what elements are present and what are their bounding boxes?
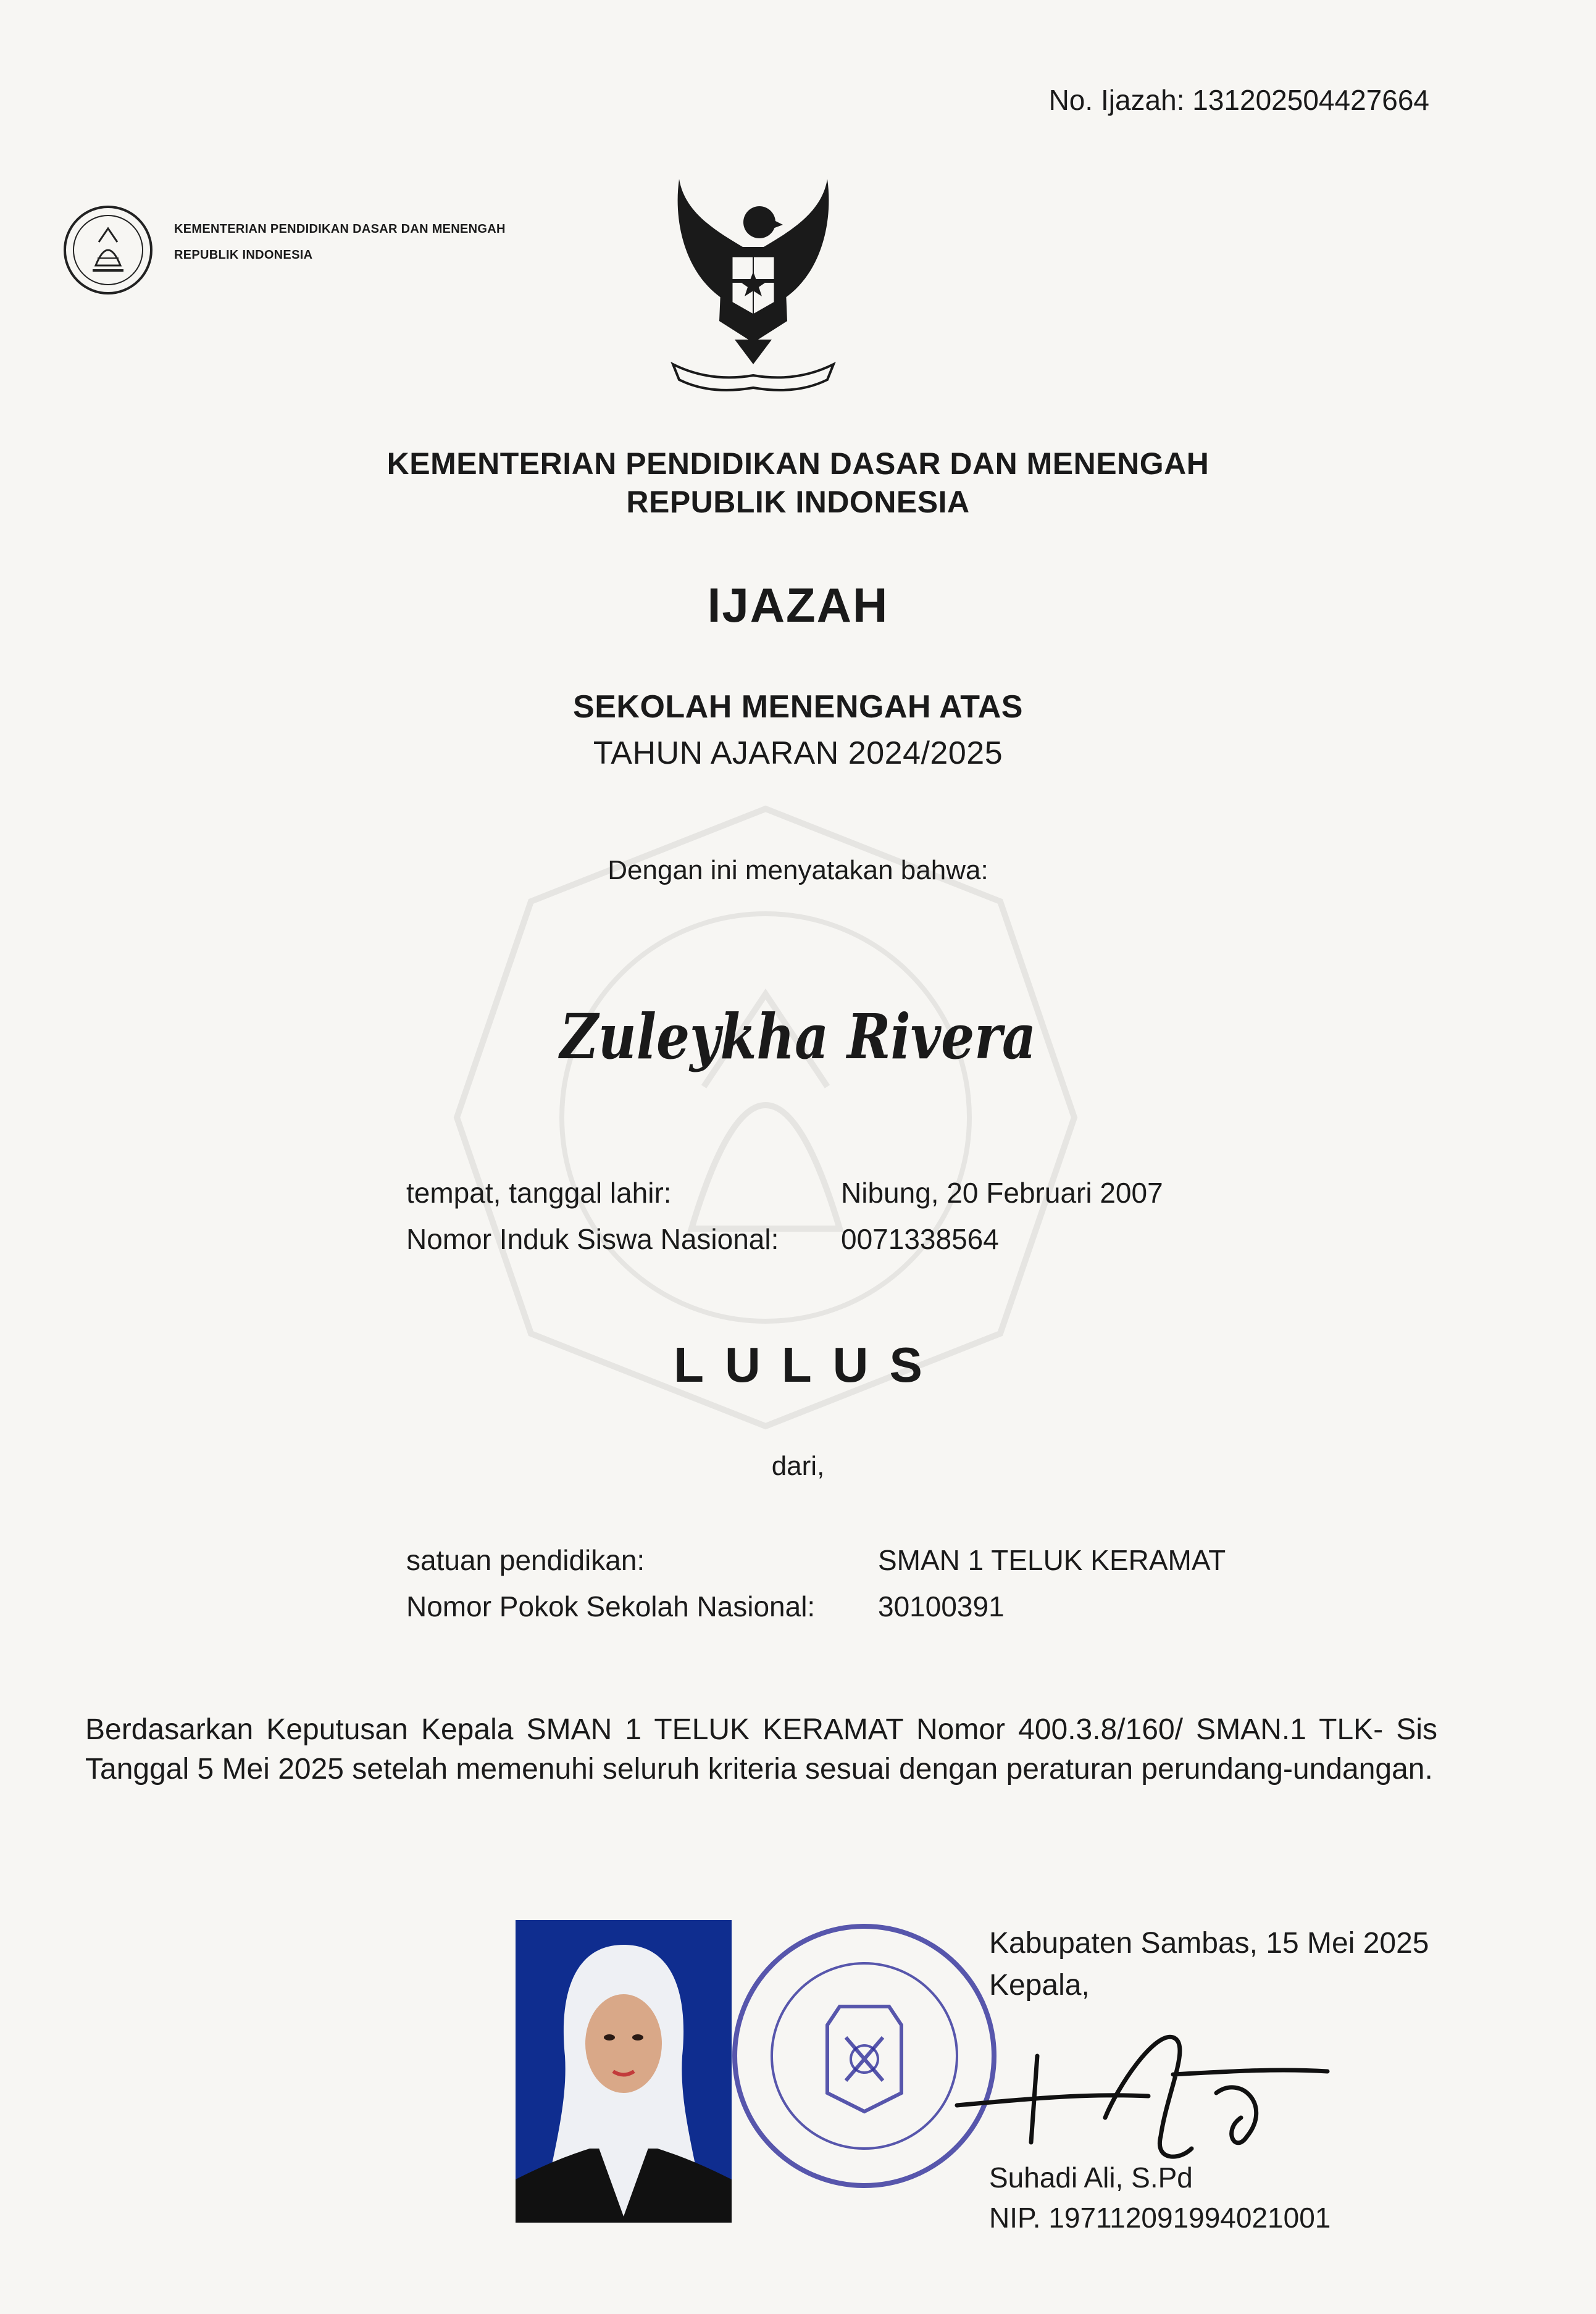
school-name-value: SMAN 1 TELUK KERAMAT — [878, 1544, 1226, 1576]
nisn-value: 0071338564 — [841, 1223, 999, 1255]
signer-nip: NIP. 197112091994021001 — [989, 2202, 1331, 2234]
from-text: dari, — [771, 1451, 825, 1481]
small-ministry-header — [174, 216, 506, 268]
graduation-status: LULUS — [674, 1337, 943, 1392]
student-photo — [516, 1920, 732, 2223]
student-name: Zuleykha Rivera — [559, 1000, 1037, 1073]
birth-label: tempat, tanggal lahir: — [406, 1177, 672, 1209]
tut-wuri-handayani-logo-icon — [62, 204, 154, 296]
handwritten-signature-icon — [951, 2013, 1334, 2173]
ministry-heading — [0, 445, 1596, 521]
small-header-line2: REPUBLIK INDONESIA — [174, 248, 313, 262]
school-name-label: satuan pendidikan: — [406, 1544, 645, 1576]
certificate-number: No. Ijazah: 131202504427664 — [1048, 84, 1429, 116]
birth-value: Nibung, 20 Februari 2007 — [841, 1177, 1163, 1209]
nisn-label: Nomor Induk Siswa Nasional: — [406, 1223, 779, 1255]
document-title: IJAZAH — [707, 578, 889, 632]
small-header-line1: KEMENTERIAN PENDIDIKAN DASAR DAN MENENGAH — [174, 222, 506, 236]
ministry-line1: KEMENTERIAN PENDIDIKAN DASAR DAN MENENGAH — [386, 446, 1210, 481]
npsn-value: 30100391 — [878, 1590, 1005, 1623]
signature-place-date: Kabupaten Sambas, 15 Mei 2025 — [989, 1927, 1429, 1960]
ministry-line2: REPUBLIK INDONESIA — [626, 485, 970, 519]
student-portrait-icon — [516, 1920, 732, 2223]
npsn-label: Nomor Pokok Sekolah Nasional: — [406, 1590, 816, 1623]
signer-position: Kepala, — [989, 1969, 1090, 2002]
school-level: SEKOLAH MENENGAH ATAS — [573, 689, 1023, 725]
garuda-pancasila-emblem-icon — [661, 179, 846, 395]
intro-statement: Dengan ini menyatakan bahwa: — [608, 855, 988, 885]
academic-year: TAHUN AJARAN 2024/2025 — [593, 735, 1003, 771]
signer-name: Suhadi Ali, S.Pd — [989, 2162, 1193, 2194]
legal-basis-paragraph: Berdasarkan Keputusan Kepala SMAN 1 TELUK KERAMAT Nomor 400.3.8/160/ SMAN.1 TLK- Sis Tanggal 5 Mei 2025 setelah memenuhi seluruh kriteria sesuai dengan peraturan perundang-undangan. — [85, 1713, 1437, 1786]
